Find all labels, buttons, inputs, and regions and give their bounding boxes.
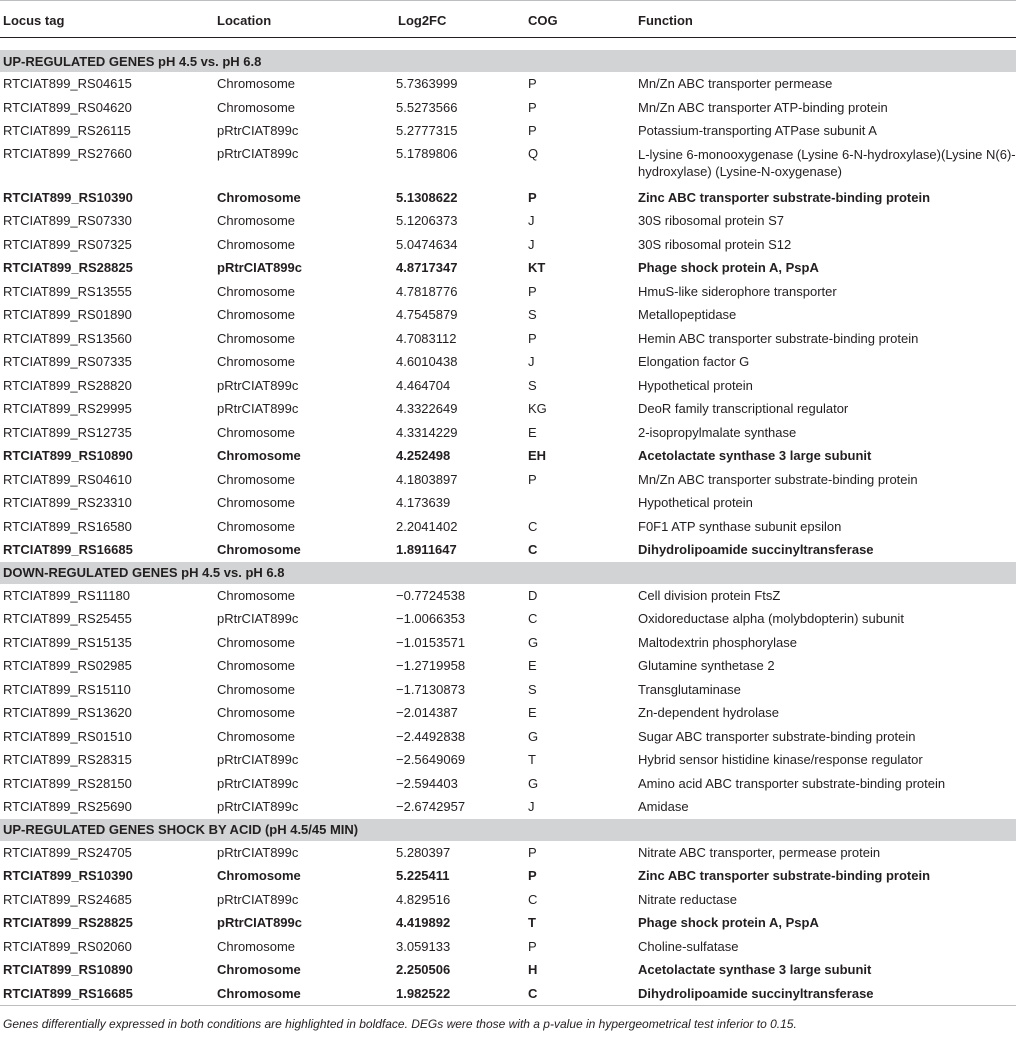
cell-function: Transglutaminase <box>638 681 741 697</box>
cell-function: Elongation factor G <box>638 354 750 370</box>
cell-function: F0F1 ATP synthase subunit epsilon <box>638 518 842 534</box>
cell-location: Chromosome <box>217 76 296 92</box>
cell-locus-tag: RTCIAT899_RS28825 <box>3 260 133 276</box>
cell-log2fc: 4.252498 <box>396 448 451 464</box>
section-title: UP-REGULATED GENES pH 4.5 vs. pH 6.8 <box>0 50 1016 72</box>
cell-locus-tag: RTCIAT899_RS07330 <box>3 213 132 229</box>
cell-location: pRtrCIAT899c <box>217 844 299 860</box>
cell-log2fc: 5.0474634 <box>396 236 458 252</box>
cell-cog: E <box>528 705 537 721</box>
cell-function: Maltodextrin phosphorylase <box>638 634 797 650</box>
cell-function: L-lysine 6-monooxygenase (Lysine 6-N-hydroxylase)(Lysine N(6)-hydroxylase) (Lysine-N-oxygenase) <box>638 146 1016 179</box>
cell-location: pRtrCIAT899c <box>217 752 299 768</box>
cell-log2fc: 2.250506 <box>396 962 451 978</box>
cell-log2fc: −1.7130873 <box>396 681 466 697</box>
cell-cog: J <box>528 354 535 370</box>
cell-log2fc: −0.7724538 <box>396 587 466 603</box>
table-row <box>0 397 1016 421</box>
cell-cog: P <box>528 868 537 884</box>
cell-log2fc: 5.7363999 <box>396 76 458 92</box>
cell-function: Zinc ABC transporter substrate-binding protein <box>638 868 931 884</box>
cell-function: Dihydrolipoamide succinyltransferase <box>638 985 874 1001</box>
cell-location: pRtrCIAT899c <box>217 891 299 907</box>
cell-location: Chromosome <box>217 634 296 650</box>
cell-locus-tag: RTCIAT899_RS16580 <box>3 518 132 534</box>
cell-locus-tag: RTCIAT899_RS16685 <box>3 985 133 1001</box>
cell-log2fc: 5.1308622 <box>396 189 458 205</box>
cell-log2fc: 4.3314229 <box>396 424 458 440</box>
table-row <box>0 444 1016 468</box>
cell-cog: G <box>528 728 539 744</box>
cell-log2fc: 1.8911647 <box>396 542 457 558</box>
cell-log2fc: 4.8717347 <box>396 260 458 276</box>
cell-cog: C <box>528 985 538 1001</box>
cell-locus-tag: RTCIAT899_RS11180 <box>3 587 130 603</box>
cell-cog: C <box>528 611 538 627</box>
section-header-row <box>0 562 1016 584</box>
cell-location: pRtrCIAT899c <box>217 775 299 791</box>
cell-cog: T <box>528 752 536 768</box>
section-header-row <box>0 50 1016 72</box>
cell-log2fc: 4.7545879 <box>396 307 458 323</box>
cell-cog: S <box>528 681 537 697</box>
cell-function: Hemin ABC transporter substrate-binding protein <box>638 330 919 346</box>
cell-function: Oxidoreductase alpha (molybdopterin) subunit <box>638 611 904 627</box>
cell-log2fc: 4.7818776 <box>396 283 458 299</box>
cell-function: Mn/Zn ABC transporter permease <box>638 76 833 92</box>
cell-locus-tag: RTCIAT899_RS23310 <box>3 495 132 511</box>
cell-cog: C <box>528 518 538 534</box>
cell-locus-tag: RTCIAT899_RS13620 <box>3 705 132 721</box>
cell-location: pRtrCIAT899c <box>217 611 299 627</box>
table-row <box>0 491 1016 515</box>
cell-cog: P <box>528 330 537 346</box>
cell-location: pRtrCIAT899c <box>217 377 299 393</box>
cell-location: Chromosome <box>217 658 296 674</box>
cell-function: DeoR family transcriptional regulator <box>638 401 849 417</box>
cell-location: Chromosome <box>217 681 296 697</box>
table-row <box>0 421 1016 445</box>
header-cog: COG <box>525 1 635 38</box>
cell-location: Chromosome <box>217 307 296 323</box>
cell-cog: G <box>528 634 539 650</box>
cell-cog: J <box>528 236 535 252</box>
cell-function: Phage shock protein A, PspA <box>638 915 819 931</box>
cell-location: Chromosome <box>217 283 296 299</box>
cell-log2fc: 4.6010438 <box>396 354 458 370</box>
table-row <box>0 678 1016 702</box>
cell-locus-tag: RTCIAT899_RS13560 <box>3 330 132 346</box>
cell-locus-tag: RTCIAT899_RS26115 <box>3 123 131 139</box>
cell-cog: P <box>528 123 537 139</box>
table-row <box>0 119 1016 143</box>
cell-locus-tag: RTCIAT899_RS10390 <box>3 189 133 205</box>
table-row <box>0 654 1016 678</box>
cell-locus-tag: RTCIAT899_RS01510 <box>3 728 132 744</box>
cell-locus-tag: RTCIAT899_RS24685 <box>3 891 132 907</box>
cell-function: Zn-dependent hydrolase <box>638 705 779 721</box>
cell-log2fc: 5.1206373 <box>396 213 458 229</box>
cell-location: Chromosome <box>217 728 296 744</box>
cell-function: 30S ribosomal protein S7 <box>638 213 784 229</box>
table-row <box>0 772 1016 796</box>
table-row <box>0 280 1016 304</box>
cell-cog: EH <box>528 448 547 464</box>
header-location: Location <box>214 1 378 38</box>
cell-log2fc: −2.594403 <box>396 775 458 791</box>
cell-locus-tag: RTCIAT899_RS15135 <box>3 634 132 650</box>
table-row <box>0 327 1016 351</box>
cell-function: Hypothetical protein <box>638 377 753 393</box>
cell-location: Chromosome <box>217 938 296 954</box>
cell-function: Potassium-transporting ATPase subunit A <box>638 123 877 139</box>
cell-locus-tag: RTCIAT899_RS10390 <box>3 868 133 884</box>
cell-locus-tag: RTCIAT899_RS16685 <box>3 542 133 558</box>
cell-location: pRtrCIAT899c <box>217 123 299 139</box>
cell-location: Chromosome <box>217 189 301 205</box>
cell-locus-tag: RTCIAT899_RS10890 <box>3 448 133 464</box>
cell-location: Chromosome <box>217 213 296 229</box>
cell-locus-tag: RTCIAT899_RS28825 <box>3 915 133 931</box>
table-row <box>0 701 1016 725</box>
cell-location: pRtrCIAT899c <box>217 260 303 276</box>
table-row <box>0 538 1016 562</box>
cell-location: Chromosome <box>217 236 296 252</box>
cell-locus-tag: RTCIAT899_RS25690 <box>3 799 132 815</box>
table-row <box>0 209 1016 233</box>
cell-function: Acetolactate synthase 3 large subunit <box>638 962 872 978</box>
cell-cog <box>525 491 635 515</box>
cell-cog: C <box>528 542 538 558</box>
table-body <box>0 38 1016 1006</box>
cell-function: 30S ribosomal protein S12 <box>638 236 792 252</box>
cell-locus-tag: RTCIAT899_RS12735 <box>3 424 132 440</box>
cell-locus-tag: RTCIAT899_RS02985 <box>3 658 132 674</box>
cell-function: Dihydrolipoamide succinyltransferase <box>638 542 874 558</box>
cell-log2fc: 1.982522 <box>396 985 451 1001</box>
cell-function: Phage shock protein A, PspA <box>638 260 819 276</box>
cell-log2fc: 4.1803897 <box>396 471 458 487</box>
table-row <box>0 468 1016 492</box>
cell-cog: P <box>528 99 537 115</box>
cell-cog: KG <box>528 401 547 417</box>
cell-log2fc: −2.5649069 <box>396 752 466 768</box>
cell-function: Glutamine synthetase 2 <box>638 658 775 674</box>
cell-log2fc: 5.280397 <box>396 844 451 860</box>
table-row <box>0 748 1016 772</box>
section-header-row <box>0 819 1016 841</box>
table-row <box>0 256 1016 280</box>
table-row <box>0 233 1016 257</box>
cell-locus-tag: RTCIAT899_RS24705 <box>3 844 132 860</box>
cell-log2fc: −2.6742957 <box>396 799 466 815</box>
cell-log2fc: 4.173639 <box>396 495 451 511</box>
cell-locus-tag: RTCIAT899_RS04610 <box>3 471 132 487</box>
cell-log2fc: −1.0153571 <box>396 634 466 650</box>
cell-location: Chromosome <box>217 471 296 487</box>
cell-function: Metallopeptidase <box>638 307 737 323</box>
cell-location: pRtrCIAT899c <box>217 799 299 815</box>
header-locus-tag: Locus tag <box>0 1 214 38</box>
cell-location: Chromosome <box>217 354 296 370</box>
cell-locus-tag: RTCIAT899_RS28150 <box>3 775 132 791</box>
table-row <box>0 515 1016 539</box>
cell-cog: Q <box>528 145 539 161</box>
cell-locus-tag: RTCIAT899_RS01890 <box>3 307 132 323</box>
cell-cog: S <box>528 377 537 393</box>
table-row <box>0 935 1016 959</box>
cell-log2fc: 3.059133 <box>396 938 451 954</box>
table-row <box>0 725 1016 749</box>
cell-location: pRtrCIAT899c <box>217 401 299 417</box>
cell-cog: G <box>528 775 539 791</box>
cell-cog: C <box>528 891 538 907</box>
cell-cog: P <box>528 283 537 299</box>
table-row <box>0 607 1016 631</box>
cell-locus-tag: RTCIAT899_RS25455 <box>3 611 132 627</box>
cell-log2fc: 4.3322649 <box>396 401 458 417</box>
cell-function: Hypothetical protein <box>638 495 753 511</box>
table-row <box>0 72 1016 96</box>
cell-location: Chromosome <box>217 542 301 558</box>
cell-location: Chromosome <box>217 705 296 721</box>
cell-function: Mn/Zn ABC transporter ATP-binding protein <box>638 99 888 115</box>
cell-locus-tag: RTCIAT899_RS28315 <box>3 752 132 768</box>
section-title: DOWN-REGULATED GENES pH 4.5 vs. pH 6.8 <box>0 562 1016 584</box>
cell-cog: J <box>528 799 535 815</box>
cell-cog: D <box>528 587 538 603</box>
cell-log2fc: 4.7083112 <box>396 330 457 346</box>
table-row <box>0 374 1016 398</box>
table-row <box>0 303 1016 327</box>
cell-location: Chromosome <box>217 448 301 464</box>
section-title: UP-REGULATED GENES SHOCK BY ACID (pH 4.5/45 MIN) <box>0 819 1016 841</box>
table-row <box>0 864 1016 888</box>
cell-cog: E <box>528 658 537 674</box>
cell-log2fc: 4.829516 <box>396 891 451 907</box>
table-row <box>0 584 1016 608</box>
cell-locus-tag: RTCIAT899_RS07335 <box>3 354 132 370</box>
cell-log2fc: −1.2719958 <box>396 658 466 674</box>
cell-cog: P <box>528 189 537 205</box>
cell-location: pRtrCIAT899c <box>217 915 303 931</box>
cell-location: Chromosome <box>217 495 296 511</box>
table-row <box>0 186 1016 210</box>
table-footnote: Genes differentially expressed in both conditions are highlighted in boldface. DEGs were those with a p-value in hypergeometrical test inferior to 0.15. <box>3 1017 797 1031</box>
cell-location: Chromosome <box>217 587 296 603</box>
cell-function: Hybrid sensor histidine kinase/response regulator <box>638 752 923 768</box>
cell-cog: P <box>528 938 537 954</box>
cell-log2fc: 5.5273566 <box>396 99 458 115</box>
header-spacer <box>0 38 1016 51</box>
cell-locus-tag: RTCIAT899_RS13555 <box>3 283 132 299</box>
cell-location: Chromosome <box>217 985 301 1001</box>
table-row <box>0 795 1016 819</box>
header-function: Function <box>635 1 1016 38</box>
cell-location: Chromosome <box>217 868 301 884</box>
cell-location: Chromosome <box>217 99 296 115</box>
cell-locus-tag: RTCIAT899_RS04620 <box>3 99 132 115</box>
cell-location: Chromosome <box>217 424 296 440</box>
cell-locus-tag: RTCIAT899_RS10890 <box>3 962 133 978</box>
cell-function: Acetolactate synthase 3 large subunit <box>638 448 872 464</box>
cell-cog: E <box>528 424 537 440</box>
cell-locus-tag: RTCIAT899_RS15110 <box>3 681 131 697</box>
cell-locus-tag: RTCIAT899_RS04615 <box>3 76 132 92</box>
cell-cog: P <box>528 76 537 92</box>
table-row <box>0 96 1016 120</box>
cell-log2fc: 4.419892 <box>396 915 451 931</box>
table-row <box>0 958 1016 982</box>
table-row <box>0 350 1016 374</box>
cell-location: Chromosome <box>217 962 301 978</box>
table-row <box>0 888 1016 912</box>
cell-log2fc: 5.1789806 <box>396 145 458 161</box>
cell-function: Mn/Zn ABC transporter substrate-binding protein <box>638 471 918 487</box>
cell-cog: P <box>528 844 537 860</box>
cell-cog: T <box>528 915 536 931</box>
cell-function: Amino acid ABC transporter substrate-binding protein <box>638 775 946 791</box>
table-row <box>0 841 1016 865</box>
cell-cog: J <box>528 213 535 229</box>
cell-function: Choline-sulfatase <box>638 938 739 954</box>
cell-log2fc: −2.4492838 <box>396 728 466 744</box>
cell-log2fc: 5.2777315 <box>396 123 458 139</box>
cell-function: Sugar ABC transporter substrate-binding protein <box>638 728 916 744</box>
cell-locus-tag: RTCIAT899_RS07325 <box>3 236 132 252</box>
cell-function: Nitrate ABC transporter, permease protein <box>638 844 881 860</box>
cell-log2fc: 2.2041402 <box>396 518 458 534</box>
cell-locus-tag: RTCIAT899_RS29995 <box>3 401 132 417</box>
cell-cog: P <box>528 471 537 487</box>
cell-function: Cell division protein FtsZ <box>638 587 781 603</box>
cell-function: Zinc ABC transporter substrate-binding protein <box>638 189 931 205</box>
cell-function: 2-isopropylmalate synthase <box>638 424 797 440</box>
cell-function: Amidase <box>638 799 689 815</box>
cell-log2fc: 5.225411 <box>396 868 450 884</box>
cell-locus-tag: RTCIAT899_RS27660 <box>3 145 132 161</box>
table-row <box>0 911 1016 935</box>
header-log2fc: Log2FC <box>378 1 525 38</box>
cell-cog: KT <box>528 260 546 276</box>
table-header-row <box>0 1 1016 38</box>
cell-cog: H <box>528 962 538 978</box>
cell-locus-tag: RTCIAT899_RS02060 <box>3 938 132 954</box>
cell-location: pRtrCIAT899c <box>217 145 299 161</box>
cell-function: HmuS-like siderophore transporter <box>638 283 837 299</box>
cell-locus-tag: RTCIAT899_RS28820 <box>3 377 132 393</box>
table-row <box>0 143 1016 186</box>
table-row <box>0 631 1016 655</box>
cell-log2fc: −2.014387 <box>396 705 458 721</box>
table-row <box>0 982 1016 1006</box>
cell-log2fc: 4.464704 <box>396 377 451 393</box>
cell-cog: S <box>528 307 537 323</box>
cell-log2fc: −1.0066353 <box>396 611 466 627</box>
cell-location: Chromosome <box>217 518 296 534</box>
cell-function: Nitrate reductase <box>638 891 737 907</box>
cell-location: Chromosome <box>217 330 296 346</box>
